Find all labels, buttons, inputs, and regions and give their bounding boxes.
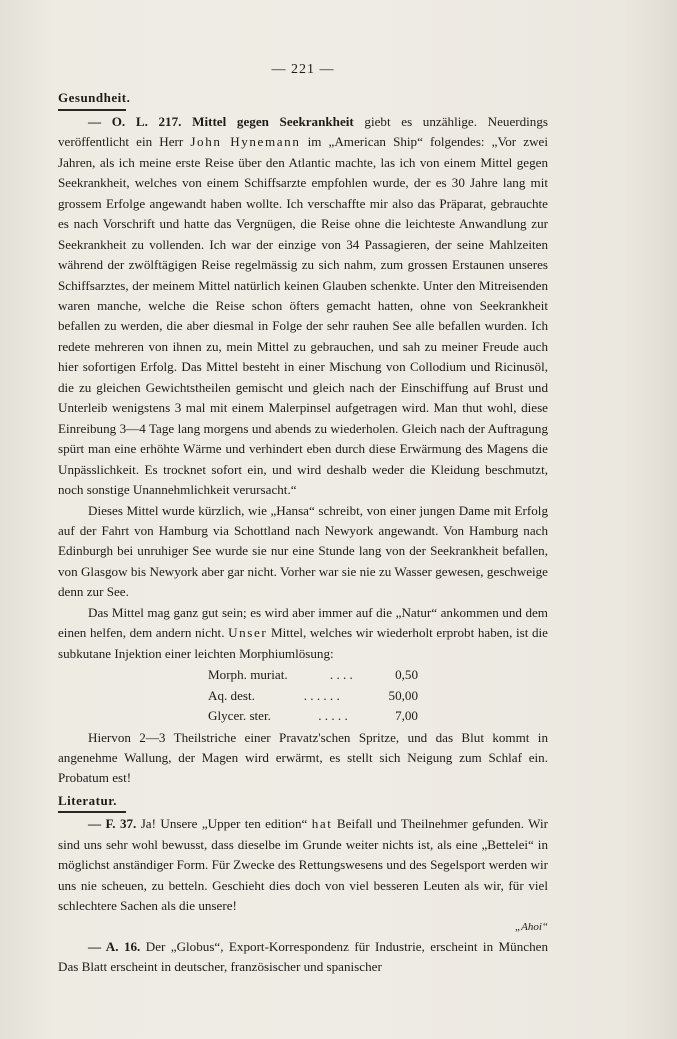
recipe-row [208,686,418,706]
paragraph-text: Ja! Unsere „Upper ten edition“ [140,816,308,832]
section-underline [58,811,126,813]
paragraph-text: giebt es unzählige. Neuerdings veröffentlicht ein Herr [58,113,548,150]
ingredient-amount: 7,00 [395,708,418,724]
ingredient-name: Morph. muriat. [208,667,288,683]
reference-number: — O. L. 217. [88,113,182,129]
ingredient-amount: 50,00 [388,687,418,703]
leader-dots: . . . . [329,667,353,683]
section-heading-literatur: Literatur. [58,792,118,808]
section-underline [58,109,126,111]
reference-number: — F. 37. [88,816,137,832]
leader-dots: . . . . . . [303,687,340,703]
signature: „Ahoi“ [514,920,548,933]
paragraph-text: Mittel, welches wir wiederholt erprobt haben, ist die subkutane Injektion einer leichten Morphiumlösung: [58,625,548,661]
paragraph-text: Das Mittel mag ganz gut sein; es wird aber immer auf die „Natur“ ankommen und dem einen helfen, dem andern nicht. [58,604,548,641]
paragraph-upper-ten [58,814,548,916]
ingredient-name: Aq. dest. [208,687,255,703]
recipe-row [208,665,418,685]
reference-number: — A. 16. [88,939,141,955]
emphasis-word: hat [311,816,333,832]
article-heading: Mittel gegen Seekrankheit [192,113,354,129]
leader-dots: . . . . . [318,708,348,724]
paragraph-text: Der „Globus“, Export-Korrespondenz für Industrie, erscheint in München Das Blatt erscheint in deutscher, französischer und spanischer [58,939,548,975]
recipe-row [208,706,418,726]
section-heading-gesundheit: Gesundheit. [58,90,131,106]
paragraph-globus [58,937,548,978]
text-column [58,60,548,978]
person-name: John Hynemann [190,134,301,150]
paragraph-pravatz: Hiervon 2—3 Theilstriche einer Pravatz'schen Spritze, und das Blut kommt in angenehme Wallung, der Magen wird erwärmt, es stellt sich Neigung zum Schlaf ein. Probatum est! [58,729,548,786]
recipe-table [208,665,418,726]
paragraph-hansa: Dieses Mittel wurde kürzlich, wie „Hansa“ schreibt, von einer jungen Dame mit Erfolg auf der Fahrt von Hamburg via Schottland nach Newyork angewandt. Von Hamburg nach Edinburgh bei unruhiger See wurde sie nur eine Stunde lang von der Seekrankheit befallen, von Glasgow bis Newyork aber gar nicht. Vorher war sie nie zu Wasser gewesen, geschweige denn zur See. [58,502,548,600]
ingredient-name: Glycer. ster. [208,708,271,724]
emphasis-word: Unser [228,625,268,641]
paragraph-text: Beifall und Theilnehmer gefunden. Wir sind uns sehr wohl bewusst, dass dieselbe im Grunde weiter nichts ist, als eine „Bettelei“ in möglichst anständiger Form. Für Zwecke des Rettungswesens und des Segelsport werden wir uns nie scheuen, zu betteln. Geschieht dies doch von viel besseren Leuten als wir, für viel schlechtere Sachen als die unsere! [58,816,548,914]
paragraph-text: im „American Ship“ folgendes: „Vor zwei Jahren, als ich meine erste Reise über den Atlantic machte, las ich von einem Mittel gegen Seekrankheit, welches von einem Schiffsarzte empfohlen wurde, der es 30 Jahre lang mit grossem Erfolge angewandt haben wollte. Ich verschaffte mir also das Präparat, gebrauchte es nach Vorschrift und hatte das Vergnügen, die Reise ohne die leichteste Anwandlung zur Seekrankheit zu vollenden. Ich war der einzige von 34 Passagieren, der seine Mahlzeiten während der zwölftägigen Reise regelmässig zu sich nahm, zum grossen Erstaunen unseres Schiffsarztes, der meinem Mittel natürlich keinen Glauben schenkte. Unter den Mitreisenden waren manche, welche die Reise schon öfters gemacht hatten, ohne von Seekrankheit befallen zu werden, die aber diesmal in Folge der sehr rauhen See alle befallen wurden. Ich redete mehreren von ihnen zu, mein Mittel zu gebrauchen, und sah zu meiner Freude auch hier sofortigen Erfolg. Das Mittel besteht in einer Mischung von Collodium und Ricinusöl, die zu gleichen Gewichtstheilen gemischt und gleich nach der Einschiffung auf Brust und Unterleib wenigstens 3 mal mit einem Malerpinsel aufgetragen wird. Man thut wohl, diese Einreibung 3—4 Tage lang morgens und abends zu wiederholen. Gleich nach der Auftragung spürt man eine erhöhte Wärme und verhindert eben durch diese Erwärmung des Magens die Unpässlichkeit. Es trocknet sofort ein, und wird deshalb weder die Kleidung beschmutzt, noch sonstige Unannehmlichkeit verursacht.“ [58,134,548,498]
page-number: — 221 — [271,62,335,77]
ingredient-amount: 0,50 [395,667,418,683]
paragraph-seekrankheit [58,112,548,501]
paragraph-morphium [58,603,548,664]
